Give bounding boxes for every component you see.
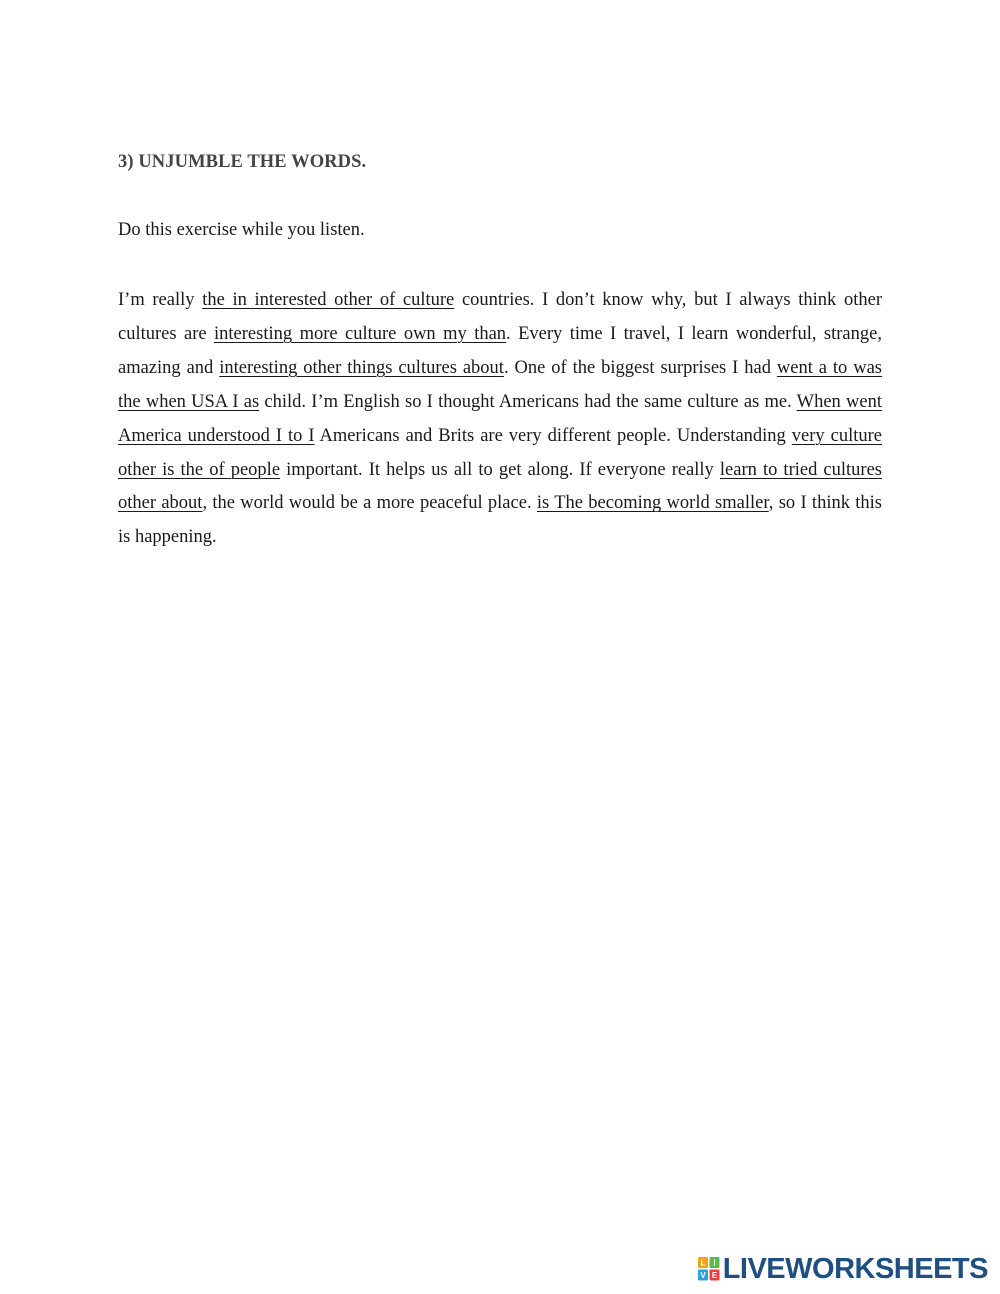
liveworksheets-brand: [698, 1254, 988, 1284]
jumbled-phrase: went a to was the when USA I as: [118, 357, 883, 412]
passage-paragraph: [118, 284, 882, 555]
svg-text:I: I: [713, 1258, 716, 1268]
passage-text: I’m really: [118, 290, 203, 310]
jumbled-phrase: interesting other things cultures about: [219, 357, 504, 378]
passage-text: countries. I don’t know why, but I always think other cultures are: [118, 290, 882, 344]
passage-text: Americans and Brits are very different people. Understanding: [314, 425, 792, 446]
jumbled-phrase: interesting more culture own my than: [214, 323, 507, 344]
passage-text: important. It helps us all to get along. If everyone really: [280, 459, 720, 480]
exercise-heading: 3) UNJUMBLE THE WORDS.: [118, 152, 367, 172]
exercise-instruction: Do this exercise while you listen.: [118, 220, 365, 240]
passage-text: . One of the biggest surprises I had: [503, 357, 777, 378]
jumbled-phrase: When went America understood I to I: [118, 391, 882, 446]
passage-text: , so I think this is happening.: [118, 493, 883, 548]
jumbled-phrase: learn to tried cultures other about: [118, 459, 882, 514]
passage-text: . Every time I travel, I learn wonderful, strange, amazing and: [118, 323, 882, 378]
passage-text: , the world would be a more peaceful place.: [202, 493, 537, 514]
jumbled-phrase: very culture other is the of people: [118, 425, 882, 480]
jumbled-phrase: the in interested other of culture: [202, 290, 455, 310]
svg-text:L: L: [700, 1258, 706, 1268]
svg-text:V: V: [700, 1271, 706, 1281]
liveworksheets-logo-icon: [698, 1257, 720, 1281]
passage-text: child. I’m English so I thought Americans had the same culture as me.: [259, 391, 797, 412]
jumbled-phrase: is The becoming world smaller: [536, 493, 769, 514]
svg-text:E: E: [711, 1271, 717, 1281]
liveworksheets-wordmark: LIVEWORKSHEETS: [722, 1253, 988, 1285]
